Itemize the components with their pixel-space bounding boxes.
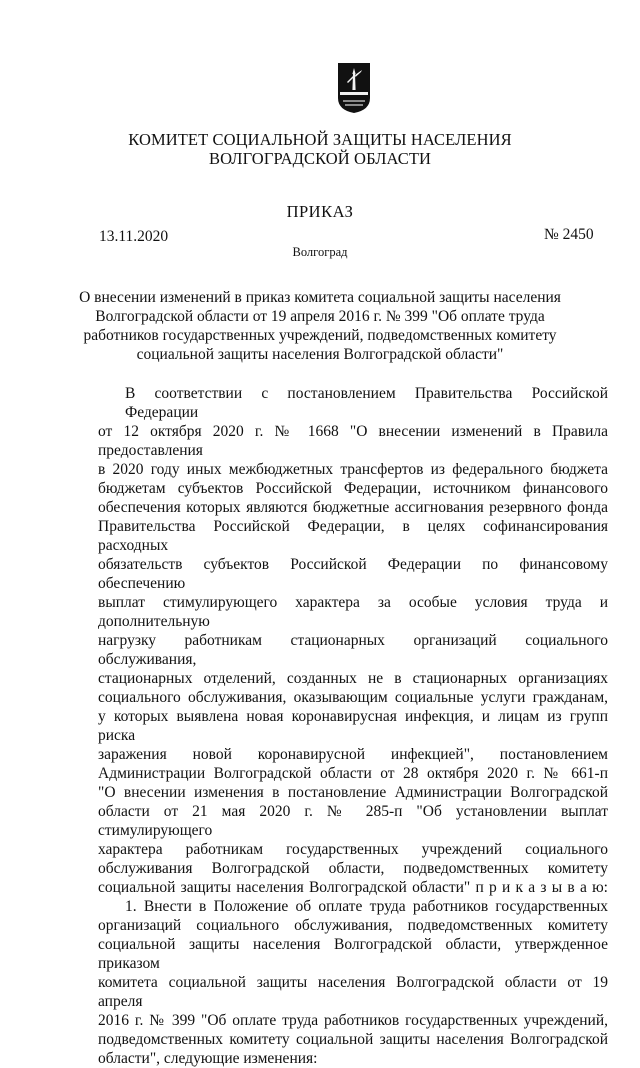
- coat-of-arms-icon: [337, 62, 371, 114]
- body-line: у которых выявлена новая коронавирусная инфекция, и лицам из групп риска: [98, 708, 608, 744]
- body-line: 1. Внести в Положение об оплате труда работников государственных: [125, 898, 608, 915]
- body-line: организаций социального обслуживания, подведомственных комитету: [98, 917, 608, 934]
- body-line: подведомственных комитету социальной защиты населения Волгоградской: [98, 1031, 608, 1048]
- body-line: заражения новой коронавирусной инфекцией", постановлением: [98, 746, 608, 763]
- body-line: стационарных отделений, созданных не в стационарных организациях: [98, 670, 608, 687]
- body-line: социального обслуживания, оказывающим социальные услуги гражданам,: [98, 689, 608, 706]
- body-line: выплат стимулирующего характера за особые условия труда и дополнительную: [98, 594, 608, 630]
- body-line: области от 21 мая 2020 г. № 285-п "Об установлении выплат стимулирующего: [98, 803, 608, 839]
- body-line: социальной защиты населения Волгоградской области" п р и к а з ы в а ю:: [98, 879, 608, 896]
- body-line: бюджетам субъектов Российской Федерации, источником финансового: [98, 480, 608, 497]
- body-line: в 2020 году иных межбюджетных трансфертов из федерального бюджета: [98, 461, 608, 478]
- body-line: обеспечения которых являются бюджетные ассигнования резервного фонда: [98, 499, 608, 516]
- body-line: 2016 г. № 399 "Об оплате труда работников государственных учреждений,: [98, 1012, 608, 1029]
- body-line: нагрузку работникам стационарных организаций социального обслуживания,: [98, 632, 608, 668]
- subject-line: Волгоградской области от 19 апреля 2016 г. № 399 "Об оплате труда: [95, 308, 545, 325]
- body-line: обязательств субъектов Российской Федерации по финансовому обеспечению: [98, 556, 608, 592]
- body-line: области", следующие изменения:: [98, 1050, 318, 1067]
- body-line: комитета социальной защиты населения Волгоградской области от 19 апреля: [98, 974, 608, 1010]
- order-body: [98, 384, 608, 1068]
- order-subject: [0, 288, 640, 364]
- body-line: В соответствии с постановлением Правительства Российской Федерации: [125, 385, 608, 421]
- body-line: социальной защиты населения Волгоградской области, утвержденное приказом: [98, 936, 608, 972]
- body-line: Правительства Российской Федерации, в целях софинансирования расходных: [98, 518, 608, 554]
- body-line: обслуживания Волгоградской области, подведомственных комитету: [98, 860, 608, 877]
- org-name-line2: ВОЛГОГРАДСКОЙ ОБЛАСТИ: [208, 149, 432, 168]
- order-number: № 2450: [544, 226, 594, 243]
- order-city: Волгоград: [292, 245, 348, 259]
- body-line: от 12 октября 2020 г. № 1668 "О внесении изменений в Правила предоставления: [98, 423, 608, 459]
- subject-line: работников государственных учреждений, подведомственных комитету: [83, 327, 557, 344]
- body-line: характера работникам государственных учреждений социального: [98, 841, 608, 858]
- body-line: Администрации Волгоградской области от 28 октября 2020 г. № 661-п: [98, 765, 608, 782]
- subject-line: О внесении изменений в приказ комитета социальной защиты населения: [79, 289, 561, 306]
- org-name-line1: КОМИТЕТ СОЦИАЛЬНОЙ ЗАЩИТЫ НАСЕЛЕНИЯ: [128, 130, 512, 149]
- order-date: 13.11.2020: [99, 228, 169, 245]
- body-line: "О внесении изменения в постановление Администрации Волгоградской: [98, 784, 608, 801]
- subject-line: социальной защиты населения Волгоградской области": [136, 346, 504, 363]
- document-type: ПРИКАЗ: [286, 202, 354, 221]
